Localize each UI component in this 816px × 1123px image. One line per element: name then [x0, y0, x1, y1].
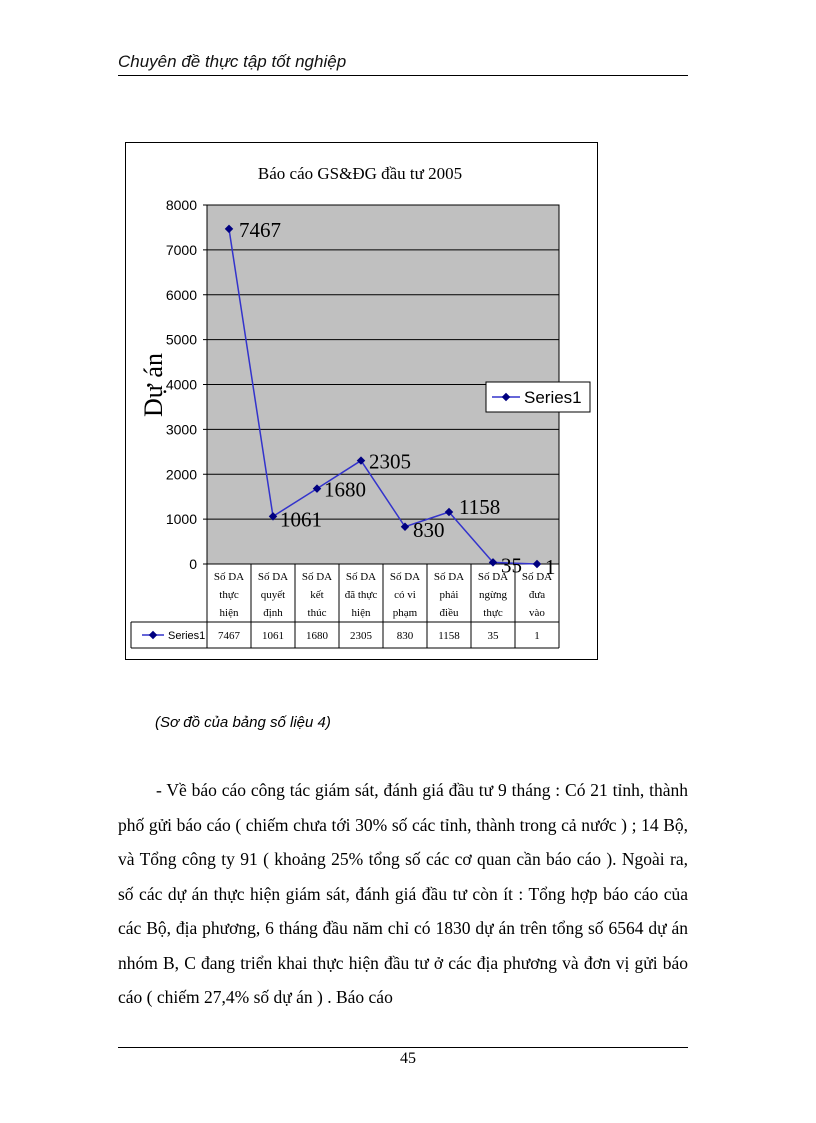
- x-category-label: kết: [310, 589, 324, 601]
- page-number: 45: [400, 1050, 416, 1067]
- x-category-label: hiện: [219, 607, 239, 619]
- data-label: 830: [413, 517, 445, 542]
- x-category-label: vào: [529, 607, 545, 619]
- y-tick-label: 7000: [165, 241, 197, 258]
- header-rule: [118, 75, 688, 76]
- table-value-cell: 1: [534, 630, 540, 642]
- table-value-cell: 7467: [218, 630, 240, 642]
- x-category-label: đã thực: [344, 589, 378, 601]
- x-category-label: định: [263, 607, 283, 619]
- x-category-label: Số DA: [521, 571, 553, 583]
- data-label: 35: [501, 553, 522, 578]
- chart-title: Báo cáo GS&ĐG đầu tư 2005: [257, 164, 463, 183]
- x-category-label: điều: [439, 607, 459, 619]
- table-value-cell: 35: [487, 630, 499, 642]
- y-tick-label: 0: [189, 556, 197, 572]
- x-category-label: Số DA: [257, 571, 289, 583]
- x-category-label: quyết: [260, 589, 286, 601]
- y-tick-label: 1000: [165, 511, 197, 528]
- data-label: 1: [545, 554, 556, 579]
- footer-rule: [118, 1047, 688, 1048]
- data-label: 1061: [280, 507, 322, 532]
- line-chart: [126, 143, 599, 661]
- data-label: 1158: [459, 495, 501, 520]
- data-label: 7467: [239, 217, 281, 242]
- x-category-label: Số DA: [477, 571, 509, 583]
- data-label: 2305: [369, 449, 411, 474]
- x-category-label: Số DA: [345, 571, 377, 583]
- table-value-cell: 1158: [438, 630, 460, 642]
- table-value-cell: 830: [396, 630, 414, 642]
- y-tick-label: 3000: [165, 421, 197, 438]
- x-category-label: hiện: [351, 607, 371, 619]
- y-tick-label: 8000: [165, 197, 197, 213]
- y-axis-label: Dự án: [139, 353, 168, 417]
- chart-frame: [125, 142, 598, 660]
- x-category-label: Số DA: [213, 571, 245, 583]
- x-category-label: Số DA: [301, 571, 333, 583]
- table-value-cell: 2305: [350, 630, 372, 642]
- y-tick-label: 6000: [165, 286, 197, 303]
- x-category-label: thực: [483, 607, 503, 619]
- table-value-cell: 1061: [262, 630, 284, 642]
- y-tick-label: 2000: [165, 466, 197, 483]
- x-category-label: Số DA: [433, 571, 465, 583]
- body-paragraph: - Về báo cáo công tác giám sát, đánh giá đầu tư 9 tháng : Có 21 tỉnh, thành phố gửi báo cáo ( chiếm chưa tới 30% số các tỉnh, thành trong cả nước ) ; 14 Bộ, và Tổng công ty 91 ( khoảng 25% tổng số các cơ quan cần báo cáo ). Ngoài ra, số các dự án thực hiện giám sát, đánh giá đầu tư còn ít : Tổng hợp báo cáo của các Bộ, địa phương, 6 tháng đầu năm chỉ có 1830 dự án trên tổng số 6564 dự án nhóm B, C đang triển khai thực hiện đầu tư ở các địa phương và đơn vị gửi báo cáo ( chiếm 27,4% số dự án ) . Báo cáo: [118, 780, 688, 1007]
- x-category-label: có vi: [394, 589, 416, 601]
- x-category-label: Số DA: [389, 571, 421, 583]
- y-tick-label: 5000: [165, 331, 197, 348]
- x-category-label: phạm: [392, 607, 418, 619]
- x-category-label: phải: [439, 589, 459, 601]
- x-category-label: ngừng: [479, 589, 507, 601]
- legend-series-name: Series1: [524, 388, 582, 407]
- chart-caption: (Sơ đồ của bảng số liệu 4): [155, 714, 331, 731]
- x-category-label: thực: [219, 589, 239, 601]
- table-series-name: Series1: [168, 630, 206, 642]
- document-header-title: Chuyên đề thực tập tốt nghiệp: [118, 52, 347, 71]
- data-label: 1680: [324, 477, 366, 502]
- table-value-cell: 1680: [306, 630, 328, 642]
- x-category-label: thúc: [307, 607, 327, 619]
- table-legend-key-marker: [149, 631, 157, 639]
- x-category-label: đưa: [528, 589, 546, 601]
- y-tick-label: 4000: [165, 376, 197, 393]
